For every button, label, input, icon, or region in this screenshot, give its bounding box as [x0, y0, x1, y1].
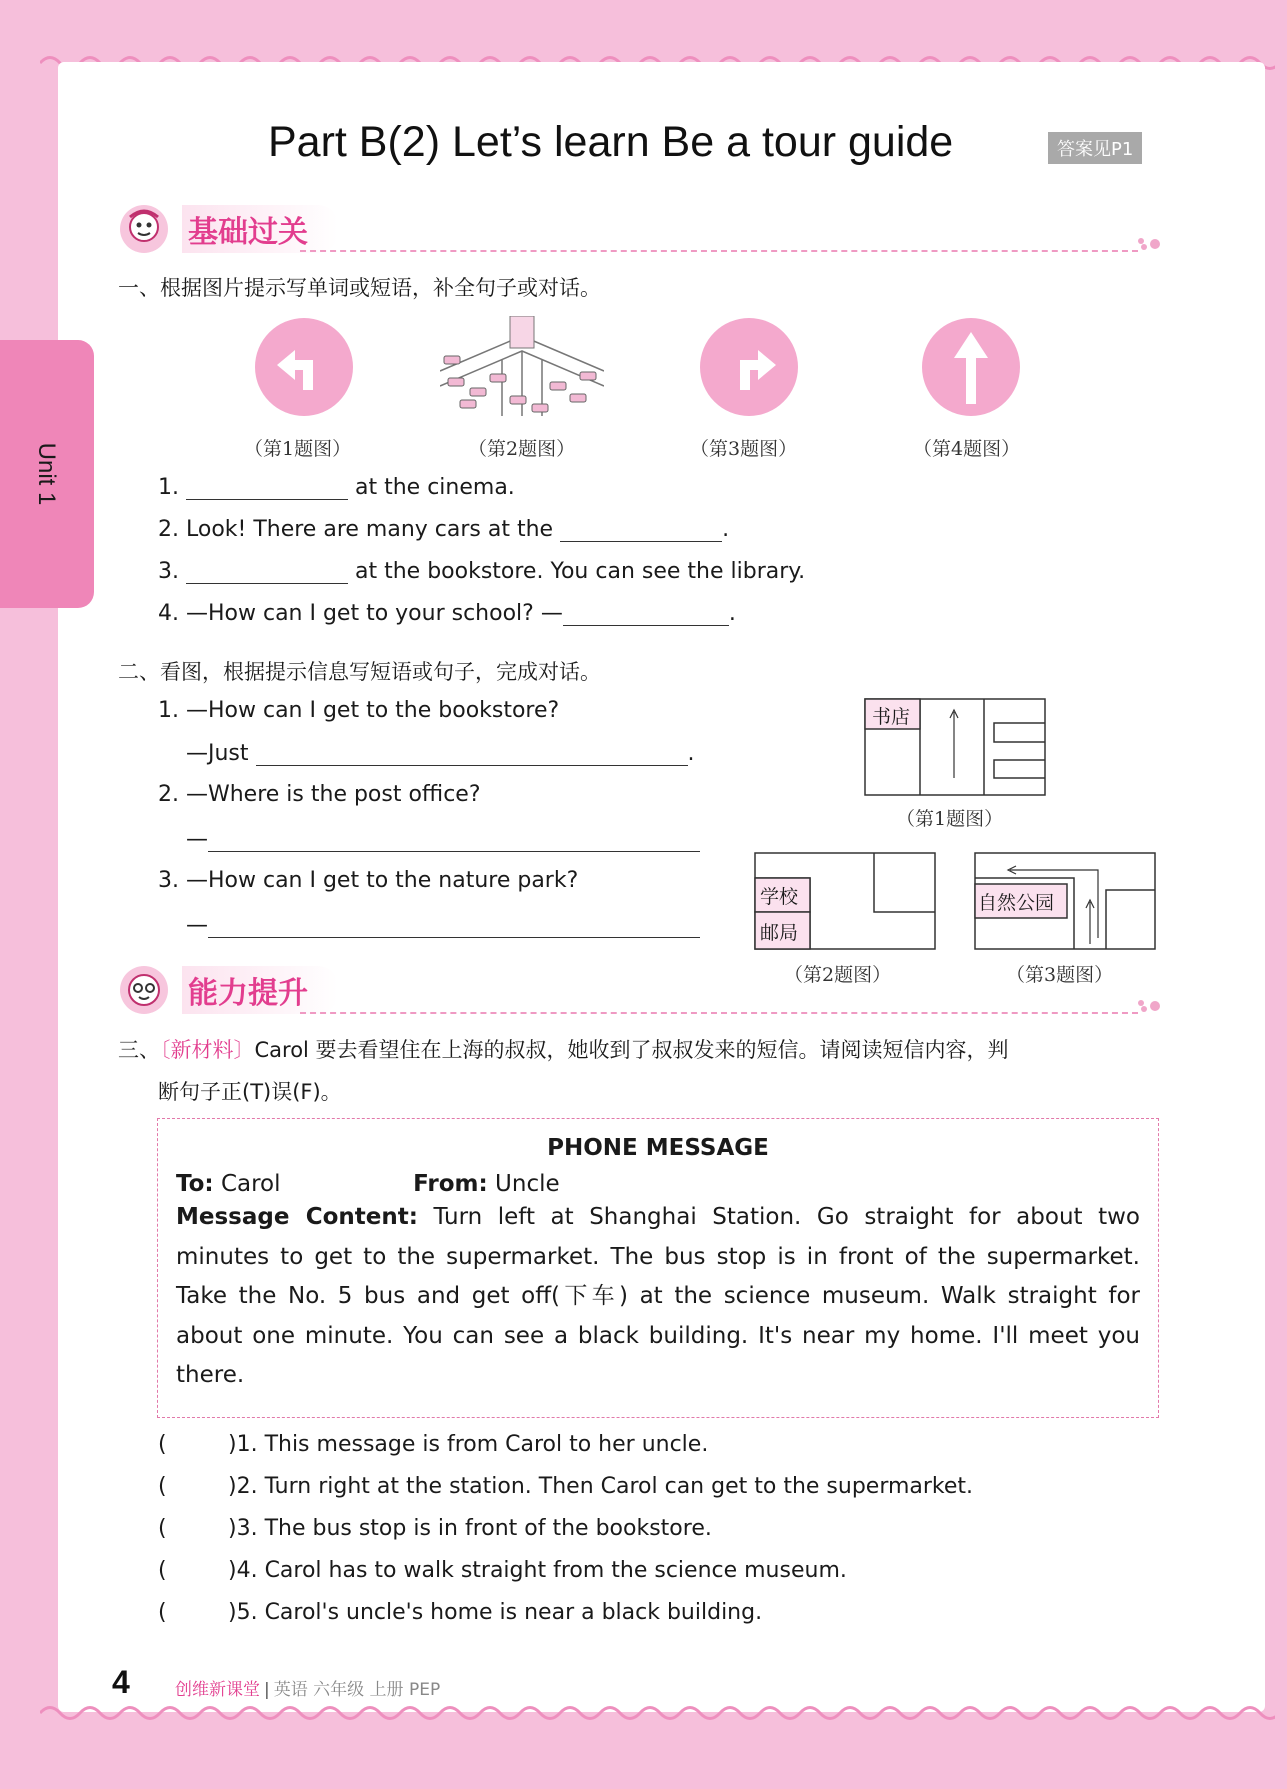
statement-text: )2. Turn right at the station. Then Carol can get to the supermarket. [228, 1474, 974, 1499]
answer-prefix: — [186, 913, 208, 938]
bottom-wave-border [40, 1702, 1275, 1724]
tf-statement-4 [158, 1558, 847, 1583]
statement-text: )4. Carol has to walk straight from the science museum. [228, 1558, 847, 1583]
footer-info [175, 1675, 440, 1700]
answer-blank[interactable] [208, 826, 700, 852]
section-divider [300, 250, 1138, 252]
answer-paren[interactable]: ( [158, 1516, 167, 1541]
message-header [176, 1171, 1140, 1197]
from-label: From: [413, 1171, 488, 1197]
map-label-nature-park: 自然公园 [978, 892, 1055, 914]
answer-blank[interactable] [560, 516, 722, 542]
footer-brand: 创维新课堂 [175, 1680, 260, 1700]
q2-item-1-answer [186, 740, 695, 766]
answer-blank[interactable] [186, 474, 348, 500]
section-improve-heading [118, 964, 338, 1016]
q3-instruction-line-2: 断句子正(T)误(F)。 [158, 1080, 342, 1104]
answer-blank[interactable] [256, 740, 688, 766]
item-end: . [728, 601, 736, 626]
section-improve-title: 能力提升 [182, 966, 338, 1014]
answer-blank[interactable] [208, 912, 700, 938]
q1-item-2 [158, 516, 729, 542]
answer-badge: 答案见P1 [1048, 132, 1142, 164]
answer-prefix: — [186, 827, 208, 852]
answer-blank[interactable] [563, 600, 729, 626]
tf-statement-3 [158, 1516, 712, 1541]
q2-item-3-answer [186, 912, 700, 938]
q1-item-3 [158, 558, 805, 584]
content-label: Message Content: [176, 1204, 418, 1230]
unit-tab-label: Unit 1 [33, 442, 60, 506]
item-text: 4. —How can I get to your school? — [158, 601, 563, 626]
q3-instruction-line-1 [118, 1034, 1009, 1064]
divider-dots-icon [1136, 998, 1166, 1012]
item-text: at the bookstore. You can see the library. [355, 559, 806, 584]
map-caption-3: （第3题图） [1006, 964, 1114, 986]
q1-item-4 [158, 600, 736, 626]
q2-item-2-answer [186, 826, 700, 852]
caption-fig1: （第1题图） [244, 438, 352, 460]
caption-fig4: （第4题图） [913, 438, 1021, 460]
phone-message-box [157, 1118, 1159, 1418]
map-label-bookstore: 书店 [872, 706, 911, 728]
turn-right-sign [700, 318, 798, 416]
q1-item-1 [158, 474, 515, 500]
q3-number: 三、 [118, 1038, 160, 1062]
section-basic-title: 基础过关 [182, 205, 338, 253]
footer-separator: | [264, 1680, 270, 1700]
turn-left-arrow-icon [255, 318, 353, 416]
go-straight-sign [922, 318, 1020, 416]
caption-fig2: （第2题图） [468, 438, 576, 460]
caption-fig3: （第3题图） [690, 438, 798, 460]
item-number: 1. [158, 475, 179, 500]
q2-item-1-question: 1. —How can I get to the bookstore? [158, 698, 560, 723]
section-divider [300, 1012, 1138, 1014]
message-content [176, 1198, 1140, 1396]
from-value: Uncle [495, 1171, 560, 1197]
map-label-post-office: 邮局 [760, 922, 799, 944]
turn-left-sign [255, 318, 353, 416]
page-number: 4 [112, 1664, 130, 1700]
mascot-icon [118, 964, 170, 1016]
q2-item-3-question: 3. —How can I get to the nature park? [158, 868, 579, 893]
turn-right-arrow-icon [700, 318, 798, 416]
map-caption-1: （第1题图） [896, 808, 1004, 830]
tf-statement-2 [158, 1474, 973, 1499]
footer-subject: 英语 六年级 上册 PEP [273, 1680, 441, 1700]
message-title: PHONE MESSAGE [547, 1135, 769, 1161]
answer-paren[interactable]: ( [158, 1474, 167, 1499]
answer-blank[interactable] [186, 558, 348, 584]
answer-end: . [687, 741, 695, 766]
q2-instruction: 二、看图，根据提示信息写短语或句子，完成对话。 [118, 660, 601, 684]
page-title: Part B(2) Let’s learn Be a tour guide [268, 118, 954, 166]
tf-statement-5 [158, 1600, 762, 1625]
answer-prefix: —Just [186, 741, 249, 766]
to-value: Carol [220, 1171, 281, 1197]
map-label-school: 学校 [760, 886, 799, 908]
item-text: 2. Look! There are many cars at the [158, 517, 554, 542]
to-label: To: [176, 1171, 214, 1197]
tf-statement-1 [158, 1432, 708, 1457]
unit-side-tab [0, 340, 94, 608]
map-caption-2: （第2题图） [784, 964, 892, 986]
new-material-tag: 〔新材料〕 [160, 1038, 255, 1062]
divider-dots-icon [1136, 236, 1166, 250]
item-number: 3. [158, 559, 179, 584]
answer-paren[interactable]: ( [158, 1558, 167, 1583]
item-end: . [722, 517, 730, 542]
q3-instruction-text: Carol 要去看望住在上海的叔叔，她收到了叔叔发来的短信。请阅读短信内容，判 [254, 1038, 1009, 1062]
answer-paren[interactable]: ( [158, 1432, 167, 1457]
statement-text: )1. This message is from Carol to her uncle. [228, 1432, 709, 1457]
mascot-icon [118, 203, 170, 255]
statement-text: )3. The bus stop is in front of the bookstore. [228, 1516, 712, 1541]
content-text: Turn left at Shanghai Station. Go straight for about two minutes to get to the supermarket. The bus stop is in front of the supermarket. Take the No. 5 bus and get off(下车) at the science museum. Walk straight for about one minute. You can see a black building. It's near my home. I'll meet you there. [176, 1204, 1140, 1388]
statement-text: )5. Carol's uncle's home is near a black building. [228, 1600, 763, 1625]
answer-paren[interactable]: ( [158, 1600, 167, 1625]
q1-instruction: 一、根据图片提示写单词或短语，补全句子或对话。 [118, 276, 601, 300]
section-basic-heading [118, 203, 338, 255]
q2-item-2-question: 2. —Where is the post office? [158, 782, 481, 807]
item-text: at the cinema. [355, 475, 515, 500]
up-arrow-icon [922, 318, 1020, 416]
crossing-illustration-icon [440, 316, 604, 416]
